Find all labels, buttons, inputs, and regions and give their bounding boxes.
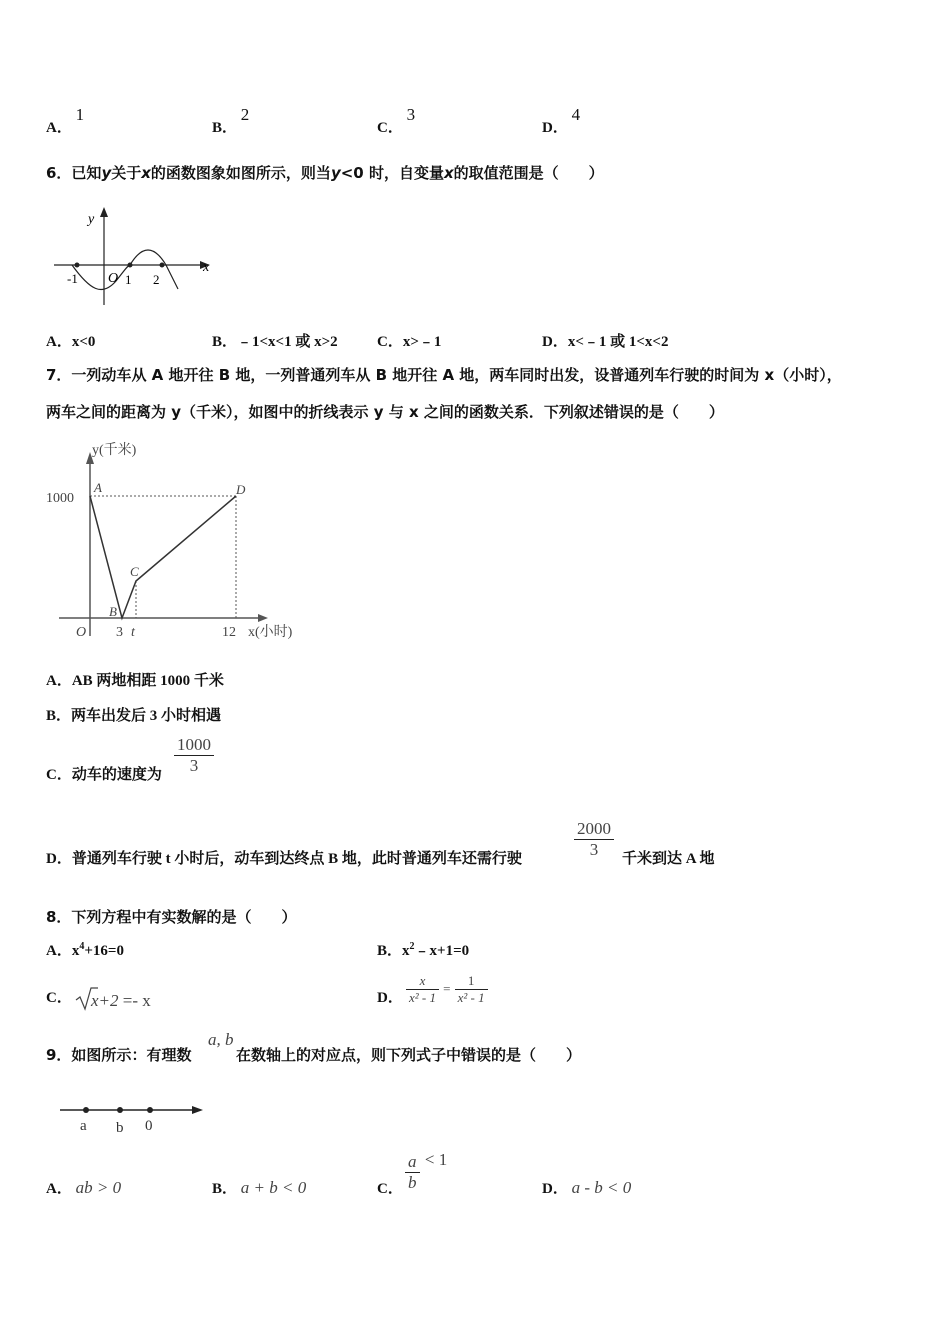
q8-option-d-equation: $\frac{x}{\text{x² - 1}}$ = $\frac{1}{\text{x² - 1}}$ xyxy=(406,973,488,1006)
q6-graph-y-label: y xyxy=(88,212,95,227)
q8-option-a: A．$x^4+16=0$ xyxy=(46,941,124,959)
q7-option-d-tail: 千米到达 A 地 xyxy=(622,851,715,867)
q6-function-graph xyxy=(50,205,220,310)
q7-point-label: C xyxy=(130,564,139,579)
q8-option-b: B．$x^2﹣x+1=0$ xyxy=(377,941,470,959)
q7-option-b: B．两车出发后 3 小时相遇 xyxy=(46,708,222,724)
q7-point-label: D xyxy=(236,482,246,497)
q9-option-c-expression: $\frac{a}{b}$ < 1 xyxy=(405,1152,447,1193)
q7-point-label: A xyxy=(94,480,102,495)
q8-option-c-letter: C． xyxy=(46,990,72,1006)
q5-option-c: C． 3 xyxy=(377,105,416,136)
q9-axis-label: 0 xyxy=(145,1118,153,1134)
q7-stem-line1: 7．一列动车从 A 地开往 B 地，一列普通列车从 B 地开往 A 地，两车同时出发，设普通列车行驶的时间为 x（小时）， xyxy=(46,366,842,384)
q6-graph-tick: -1 xyxy=(67,271,78,286)
q9-axis-label: b xyxy=(116,1120,124,1136)
q7-distance-graph xyxy=(42,438,307,648)
q6-option-c: C．x>﹣1 xyxy=(377,334,442,350)
q9-stem-pre: 9．如图所示：有理数 xyxy=(46,1046,192,1064)
q6-option-d: D．x<﹣1 或 1<x<2 xyxy=(542,334,669,350)
q6-graph-tick: 2 xyxy=(153,272,160,287)
q6-graph-x-label: x xyxy=(203,260,210,275)
q6-graph-origin: O xyxy=(108,271,119,286)
q5-option-d: D． 4 xyxy=(542,105,581,136)
q9-stem-post: 在数轴上的对应点，则下列式子中错误的是（ ） xyxy=(236,1046,582,1064)
q7-graph-origin: O xyxy=(76,625,87,640)
q6-graph-tick: 1 xyxy=(125,272,132,287)
q7-graph-x-tick: t xyxy=(131,625,135,640)
q9-option-c: C． xyxy=(377,1181,403,1197)
q5-option-b: B． 2 xyxy=(212,105,250,136)
q7-option-c-fraction: $\frac{1000}{3}$ xyxy=(174,735,214,776)
q8-option-d-letter: D． xyxy=(377,990,403,1006)
q8-stem: 8．下列方程中有实数解的是（ ） xyxy=(46,908,297,926)
q9-option-b: B． a + b < 0 xyxy=(212,1178,307,1197)
q7-option-a: A．AB 两地相距 1000 千米 xyxy=(46,673,224,689)
q9-option-d: D． a - b < 0 xyxy=(542,1178,632,1197)
q7-graph-y-tick: 1000 xyxy=(46,491,74,506)
q9-number-line xyxy=(58,1098,208,1138)
q7-option-d: D．普通列车行驶 t 小时后，动车到达终点 B 地，此时普通列车还需行驶 xyxy=(46,851,522,867)
q7-option-c: C．动车的速度为 xyxy=(46,767,162,783)
q6-option-b: B．﹣1<x<1 或 x>2 xyxy=(212,334,338,350)
q9-option-a: A． ab > 0 xyxy=(46,1178,122,1197)
q6-stem: 6．已知y关于x的函数图象如图所示，则当y<0 时，自变量x的取值范围是（ ） xyxy=(46,164,604,182)
q7-graph-y-label: y(千米) xyxy=(92,443,137,458)
q7-graph-x-tick: 12 xyxy=(222,625,236,640)
q7-graph-x-tick: 3 xyxy=(116,625,123,640)
q5-option-a: A． 1 xyxy=(46,105,85,136)
q7-option-d-fraction: $\frac{2000}{3}$ xyxy=(574,819,614,860)
q8-option-c-expression: x+2 =- x xyxy=(91,991,151,1010)
q9-axis-label: a xyxy=(80,1118,87,1134)
q7-point-label: B xyxy=(109,604,117,619)
q6-option-a: A．x<0 xyxy=(46,334,96,350)
q7-stem-line2: 两车之间的距离为 y（千米），如图中的折线表示 y 与 x 之间的函数关系．下列叙述错误的是（ ） xyxy=(46,403,724,421)
q9-stem-vars: a, b xyxy=(208,1030,234,1049)
q7-graph-x-label: x(小时) xyxy=(248,625,293,640)
